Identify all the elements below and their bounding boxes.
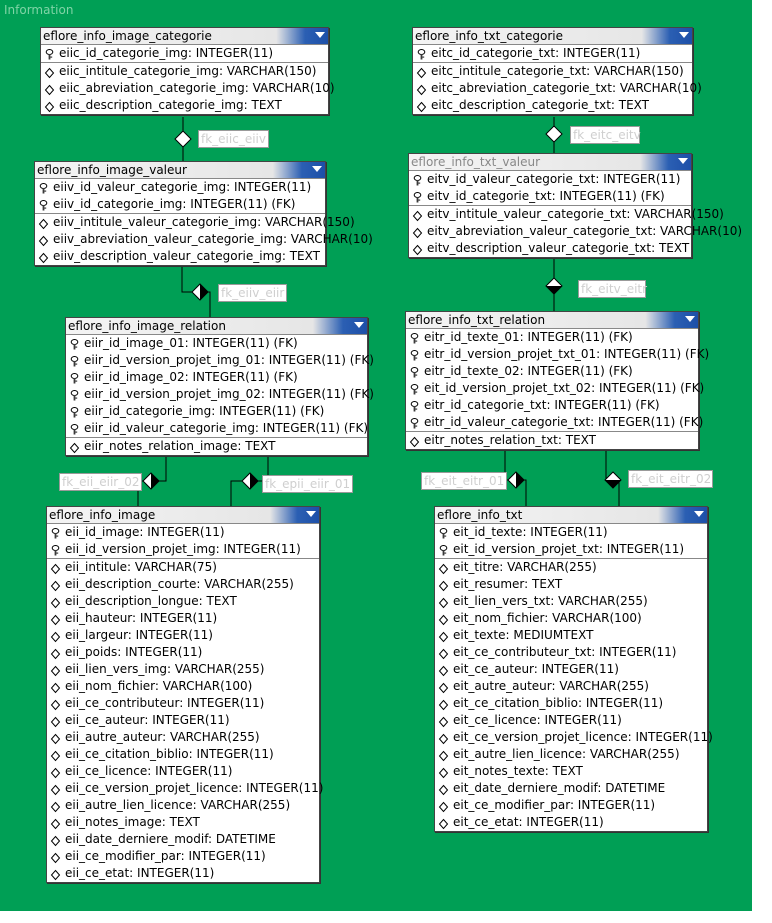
column-label: eii_hauteur: INTEGER(11)	[65, 611, 218, 625]
attribute-column[interactable]	[435, 593, 707, 610]
attribute-column[interactable]	[47, 644, 319, 661]
attribute-column[interactable]	[435, 763, 707, 780]
table-eflore-info-image-categorie[interactable]	[40, 27, 335, 115]
attribute-diamond-icon	[439, 817, 448, 834]
table-menu-dropdown-icon[interactable]	[354, 322, 364, 328]
primary-key-column[interactable]	[47, 541, 319, 558]
column-label: eit_ce_licence: INTEGER(11)	[453, 713, 622, 727]
relation-diamond[interactable]	[242, 473, 258, 489]
attribute-column[interactable]	[41, 62, 328, 80]
table-name: eflore_info_txt_valeur	[411, 155, 541, 169]
column-label: eii_description_longue: TEXT	[65, 594, 237, 608]
column-label: eit_ce_citation_biblio: INTEGER(11)	[453, 696, 664, 710]
column-label: eitc_description_categorie_txt: TEXT	[431, 98, 650, 112]
primary-key-column[interactable]	[35, 196, 325, 213]
primary-key-column[interactable]	[409, 188, 691, 205]
column-label: eit_ce_modifier_par: INTEGER(11)	[453, 798, 656, 812]
attribute-column[interactable]	[435, 695, 707, 712]
primary-key-column[interactable]	[409, 171, 691, 188]
column-label: eiiv_abreviation_valeur_categorie_img: VARCHAR(10)	[53, 232, 373, 246]
relation-diamond[interactable]	[508, 472, 524, 488]
column-label: eiic_description_categorie_img: TEXT	[59, 98, 282, 112]
relation-label[interactable]: fk_eitv_eitr	[578, 280, 646, 298]
column-label: eit_id_texte: INTEGER(11)	[453, 525, 608, 539]
column-label: eit_titre: VARCHAR(255)	[453, 560, 597, 574]
primary-key-column[interactable]	[406, 329, 698, 346]
column-label: eit_id_version_projet_txt: INTEGER(11)	[453, 542, 685, 556]
column-label: eit_autre_lien_licence: VARCHAR(255)	[453, 747, 680, 761]
column-label: eitr_notes_relation_txt: TEXT	[424, 433, 596, 447]
attribute-column[interactable]	[47, 831, 319, 848]
column-label: eit_ce_auteur: INTEGER(11)	[453, 662, 619, 676]
attribute-column[interactable]	[47, 729, 319, 746]
column-label: eitv_intitule_valeur_categorie_txt: VARCHAR(150)	[427, 207, 724, 221]
attribute-column[interactable]	[435, 610, 707, 627]
relation-label[interactable]: fk_eiic_eiiv	[198, 130, 269, 148]
table-header[interactable]	[409, 154, 691, 171]
column-label: eiir_id_version_projet_img_02: INTEGER(11) (FK)	[84, 387, 374, 401]
attribute-diamond-icon	[413, 243, 422, 260]
table-eflore-info-image-relation[interactable]	[65, 317, 374, 456]
primary-key-column[interactable]	[66, 403, 367, 420]
column-label: eii_id_image: INTEGER(11)	[65, 525, 225, 539]
table-eflore-info-image-valeur[interactable]	[34, 161, 373, 266]
attribute-column[interactable]	[435, 644, 707, 661]
table-menu-dropdown-icon[interactable]	[306, 511, 316, 517]
table-name: eflore_info_txt	[437, 508, 523, 522]
primary-key-column[interactable]	[406, 363, 698, 380]
primary-key-column[interactable]	[66, 420, 367, 437]
column-label: eitc_id_categorie_txt: INTEGER(11)	[431, 46, 641, 60]
table-eflore-info-txt-valeur[interactable]	[408, 153, 743, 258]
primary-key-column[interactable]	[435, 524, 707, 541]
column-label: eiiv_id_categorie_img: INTEGER(11) (FK)	[53, 197, 296, 211]
attribute-column[interactable]	[435, 797, 707, 814]
table-menu-dropdown-icon[interactable]	[315, 32, 325, 38]
table-name: eflore_info_image_categorie	[43, 29, 212, 43]
attribute-column[interactable]	[66, 437, 367, 455]
primary-key-column[interactable]	[66, 369, 367, 386]
column-label: eit_nom_fichier: VARCHAR(100)	[453, 611, 642, 625]
column-label: eiiv_description_valeur_categorie_img: TEXT	[53, 249, 320, 263]
relation-label[interactable]: fk_eiiv_eiir	[218, 284, 287, 302]
attribute-column[interactable]	[435, 576, 707, 593]
attribute-column[interactable]	[47, 780, 324, 797]
primary-key-column[interactable]	[47, 524, 319, 541]
attribute-column[interactable]	[435, 558, 707, 576]
column-label: eii_ce_licence: INTEGER(11)	[65, 764, 233, 778]
attribute-column[interactable]	[47, 848, 319, 865]
table-name: eflore_info_image	[49, 508, 156, 522]
column-label: eitr_id_valeur_categorie_txt: INTEGER(11) (FK)	[424, 415, 704, 429]
attribute-column[interactable]	[47, 576, 319, 593]
attribute-column[interactable]	[435, 729, 713, 746]
column-label: eii_autre_auteur: VARCHAR(255)	[65, 730, 260, 744]
relation-label[interactable]: fk_eit_eitr_02	[628, 470, 713, 488]
primary-key-column[interactable]	[406, 380, 705, 397]
column-label: eiir_id_image_01: INTEGER(11) (FK)	[84, 336, 298, 350]
attribute-column[interactable]	[47, 593, 319, 610]
column-label: eitv_id_categorie_txt: INTEGER(11) (FK)	[427, 189, 665, 203]
column-label: eii_ce_version_projet_licence: INTEGER(11)	[65, 781, 324, 795]
canvas-title: Information	[4, 3, 74, 17]
column-label: eit_id_version_projet_txt_02: INTEGER(11) (FK)	[424, 381, 705, 395]
table-menu-dropdown-icon[interactable]	[694, 511, 704, 517]
relation-diamond[interactable]	[546, 126, 562, 142]
table-header[interactable]	[66, 318, 367, 335]
attribute-column[interactable]	[47, 865, 319, 882]
column-label: eiir_id_image_02: INTEGER(11) (FK)	[84, 370, 298, 384]
table-menu-dropdown-icon[interactable]	[685, 316, 695, 322]
column-label: eit_date_derniere_modif: DATETIME	[453, 781, 666, 795]
primary-key-column[interactable]	[41, 45, 328, 62]
relation-label[interactable]: fk_epii_eiir_01	[262, 475, 353, 493]
attribute-column[interactable]	[47, 558, 319, 576]
column-label: eit_notes_texte: TEXT	[453, 764, 583, 778]
attribute-diamond-icon	[70, 441, 79, 458]
column-label: eit_autre_auteur: VARCHAR(255)	[453, 679, 649, 693]
table-header[interactable]	[406, 312, 698, 329]
column-label: eii_autre_lien_licence: VARCHAR(255)	[65, 798, 291, 812]
relation-diamond[interactable]	[192, 284, 208, 300]
attribute-diamond-icon	[51, 868, 60, 885]
attribute-diamond-icon	[410, 435, 419, 452]
column-label: eii_nom_fichier: VARCHAR(100)	[65, 679, 253, 693]
attribute-column[interactable]	[406, 431, 698, 449]
attribute-column[interactable]	[413, 80, 702, 97]
column-label: eii_description_courte: VARCHAR(255)	[65, 577, 294, 591]
relation-label[interactable]: fk_eit_eitr_01	[421, 472, 507, 490]
attribute-column[interactable]	[435, 712, 707, 729]
column-label: eiiv_id_valeur_categorie_img: INTEGER(11)	[53, 180, 312, 194]
primary-key-column[interactable]	[66, 386, 374, 403]
table-name: eflore_info_txt_relation	[408, 313, 546, 327]
column-label: eiir_id_categorie_img: INTEGER(11) (FK)	[84, 404, 325, 418]
attribute-column[interactable]	[435, 814, 707, 831]
attribute-column[interactable]	[47, 695, 319, 712]
column-label: eii_ce_citation_biblio: INTEGER(11)	[65, 747, 274, 761]
attribute-column[interactable]	[409, 223, 743, 240]
attribute-column[interactable]	[41, 80, 335, 97]
attribute-column[interactable]	[41, 97, 328, 114]
attribute-diamond-icon	[45, 100, 54, 117]
attribute-column[interactable]	[47, 712, 319, 729]
column-label: eit_ce_version_projet_licence: INTEGER(11)	[453, 730, 713, 744]
attribute-column[interactable]	[47, 814, 319, 831]
column-label: eitr_id_texte_02: INTEGER(11) (FK)	[424, 364, 633, 378]
table-menu-dropdown-icon[interactable]	[678, 158, 688, 164]
attribute-column[interactable]	[435, 780, 707, 797]
table-name: eflore_info_image_valeur	[37, 163, 187, 177]
column-label: eitv_description_valeur_categorie_txt: TEXT	[427, 241, 690, 255]
primary-key-column[interactable]	[66, 335, 367, 352]
column-label: eitc_intitule_categorie_txt: VARCHAR(150)	[431, 64, 684, 78]
attribute-column[interactable]	[409, 240, 691, 257]
column-label: eit_texte: MEDIUMTEXT	[453, 628, 594, 642]
attribute-column[interactable]	[47, 763, 319, 780]
attribute-diamond-icon	[39, 251, 48, 268]
attribute-column[interactable]	[413, 62, 692, 80]
table-menu-dropdown-icon[interactable]	[312, 166, 322, 172]
attribute-column[interactable]	[409, 205, 724, 223]
column-label: eii_date_derniere_modif: DATETIME	[65, 832, 276, 846]
primary-key-column[interactable]	[413, 45, 692, 62]
attribute-column[interactable]	[35, 231, 373, 248]
column-label: eitv_abreviation_valeur_categorie_txt: VARCHAR(10)	[427, 224, 743, 238]
attribute-column[interactable]	[435, 661, 707, 678]
column-label: eii_ce_contributeur: INTEGER(11)	[65, 696, 265, 710]
table-eflore-info-txt-relation[interactable]	[405, 311, 710, 450]
primary-key-column[interactable]	[35, 179, 325, 196]
relation-diamond[interactable]	[143, 473, 159, 489]
column-label: eii_ce_modifier_par: INTEGER(11)	[65, 849, 266, 863]
attribute-column[interactable]	[47, 627, 319, 644]
attribute-column[interactable]	[35, 248, 325, 265]
column-label: eiiv_intitule_valeur_categorie_img: VARCHAR(150)	[53, 215, 355, 229]
column-label: eit_lien_vers_txt: VARCHAR(255)	[453, 594, 648, 608]
attribute-column[interactable]	[35, 213, 355, 231]
column-label: eit_resumer: TEXT	[453, 577, 563, 591]
table-eflore-info-txt[interactable]	[434, 506, 713, 832]
table-menu-dropdown-icon[interactable]	[679, 32, 689, 38]
table-header[interactable]	[41, 28, 328, 45]
table-eflore-info-image[interactable]	[46, 506, 324, 883]
relation-label[interactable]: fk_eitc_eitv	[570, 126, 640, 144]
attribute-column[interactable]	[47, 797, 319, 814]
column-label: eii_ce_etat: INTEGER(11)	[65, 866, 215, 880]
primary-key-column[interactable]	[406, 397, 698, 414]
table-name: eflore_info_image_relation	[68, 319, 226, 333]
primary-key-column[interactable]	[66, 352, 374, 369]
attribute-column[interactable]	[47, 746, 319, 763]
column-label: eiic_intitule_categorie_img: VARCHAR(150)	[59, 64, 317, 78]
attribute-diamond-icon	[417, 100, 426, 117]
column-label: eii_poids: INTEGER(11)	[65, 645, 203, 659]
column-label: eitr_id_categorie_txt: INTEGER(11) (FK)	[424, 398, 660, 412]
attribute-column[interactable]	[413, 97, 692, 114]
table-header[interactable]	[35, 162, 325, 179]
relation-label[interactable]: fk_eii_eiir_02	[59, 473, 142, 491]
column-label: eitv_id_valeur_categorie_txt: INTEGER(11)	[427, 172, 681, 186]
table-eflore-info-txt-categorie[interactable]	[412, 27, 702, 115]
column-label: eitr_id_version_projet_txt_01: INTEGER(11) (FK)	[424, 347, 710, 361]
column-label: eit_ce_etat: INTEGER(11)	[453, 815, 604, 829]
attribute-column[interactable]	[435, 746, 707, 763]
column-label: eii_largeur: INTEGER(11)	[65, 628, 213, 642]
column-label: eit_ce_contributeur_txt: INTEGER(11)	[453, 645, 677, 659]
attribute-column[interactable]	[47, 661, 319, 678]
relation-diamond[interactable]	[175, 131, 191, 147]
column-label: eiir_id_valeur_categorie_img: INTEGER(11) (FK)	[84, 421, 369, 435]
column-label: eii_lien_vers_img: VARCHAR(255)	[65, 662, 265, 676]
column-label: eiic_abreviation_categorie_img: VARCHAR(10)	[59, 81, 335, 95]
attribute-column[interactable]	[47, 678, 319, 695]
table-header[interactable]	[435, 507, 707, 524]
primary-key-column[interactable]	[406, 414, 704, 431]
attribute-column[interactable]	[435, 627, 707, 644]
column-label: eitr_id_texte_01: INTEGER(11) (FK)	[424, 330, 633, 344]
attribute-column[interactable]	[47, 610, 319, 627]
column-label: eiir_notes_relation_image: TEXT	[84, 439, 276, 453]
column-label: eiic_id_categorie_img: INTEGER(11)	[59, 46, 274, 60]
table-header[interactable]	[413, 28, 692, 45]
primary-key-column[interactable]	[406, 346, 710, 363]
column-label: eii_notes_image: TEXT	[65, 815, 200, 829]
column-label: eiir_id_version_projet_img_01: INTEGER(11) (FK)	[84, 353, 374, 367]
column-label: eii_intitule: VARCHAR(75)	[65, 560, 217, 574]
column-label: eii_ce_auteur: INTEGER(11)	[65, 713, 230, 727]
column-label: eitc_abreviation_categorie_txt: VARCHAR(10)	[431, 81, 702, 95]
table-name: eflore_info_txt_categorie	[415, 29, 564, 43]
column-label: eii_id_version_projet_img: INTEGER(11)	[65, 542, 301, 556]
attribute-column[interactable]	[435, 678, 707, 695]
relation-diamond[interactable]	[546, 278, 562, 294]
primary-key-column[interactable]	[435, 541, 707, 558]
table-header[interactable]	[47, 507, 319, 524]
